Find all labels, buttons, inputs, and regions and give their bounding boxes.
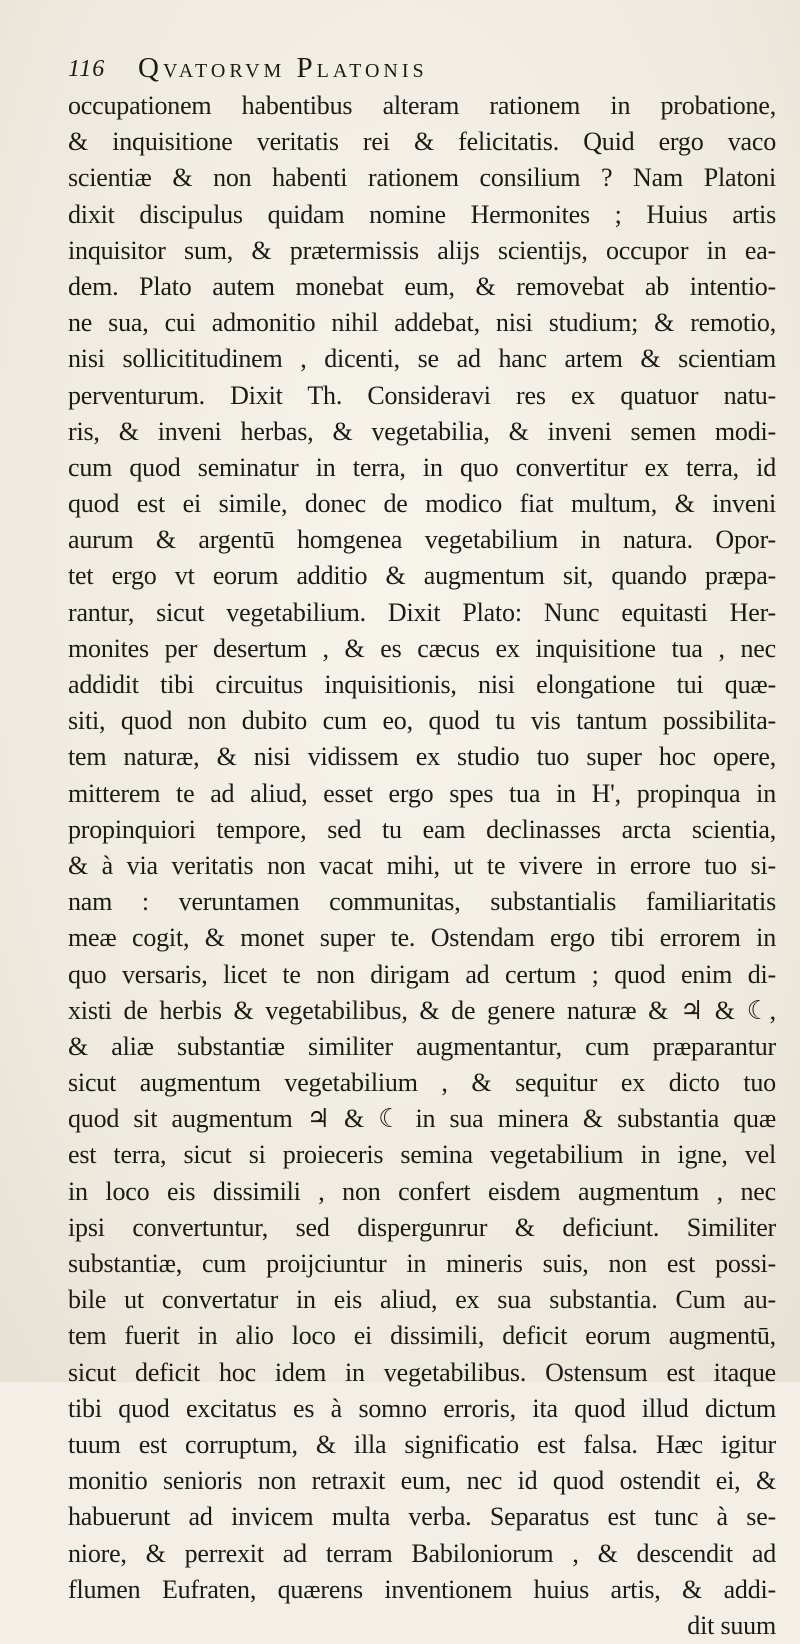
- text-line: in loco eis dissimili , non confert eisdem augmentum , nec: [68, 1176, 776, 1206]
- text-line: & à via veritatis non vacat mihi, ut te vivere in errore tuo si-: [68, 850, 776, 880]
- text-line: quo versaris, licet te non dirigam ad certum ; quod enim di-: [68, 959, 776, 989]
- text-line: monitio senioris non retraxit eum, nec id quod ostendit ei, &: [68, 1466, 776, 1496]
- text-line: bile ut convertatur in eis aliud, ex sua substantia. Cum au-: [68, 1285, 776, 1315]
- text-line: nisi sollicititudinem , dicenti, se ad hanc artem & scientiam: [68, 344, 776, 374]
- text-line: xisti de herbis & vegetabilibus, & de genere naturæ & ♃ & ☾,: [68, 995, 776, 1025]
- text-line: propinquiori tempore, sed tu eam declinasses arcta scientia,: [68, 814, 776, 844]
- body-text: [68, 88, 776, 1644]
- text-line: sicut augmentum vegetabilium , & sequitur ex dicto tuo: [68, 1068, 776, 1098]
- text-line: addidit tibi circuitus inquisitionis, nisi elongatione tui quæ-: [68, 670, 776, 699]
- text-line: scientiæ & non habenti rationem consilium ? Nam Platoni: [68, 163, 776, 193]
- text-line: siti, quod non dubito cum eo, quod tu vis tantum possibilita-: [68, 706, 776, 736]
- text-line: niore, & perrexit ad terram Babiloniorum , & descendit ad: [68, 1538, 776, 1568]
- text-line: & aliæ substantiæ similiter augmentantur, cum præparantur: [68, 1031, 776, 1061]
- text-line: ipsi convertuntur, sed dispergunrur & deficiunt. Similiter: [68, 1212, 776, 1242]
- text-line: flumen Eufraten, quærens inventionem huius artis, & addi-: [68, 1574, 776, 1604]
- text-line: meæ cogit, & monet super te. Ostendam ergo tibi errorem in: [68, 923, 776, 953]
- text-line: tem fuerit in alio loco ei dissimili, deficit eorum augmentū,: [68, 1321, 776, 1351]
- text-line: quod sit augmentum ♃ & ☾ in sua minera & substantia quæ: [68, 1104, 776, 1134]
- text-line: ne sua, cui admonitio nihil addebat, nisi studium; & remotio,: [68, 308, 776, 338]
- text-line: sicut deficit hoc idem in vegetabilibus. Ostensum est itaque: [68, 1357, 776, 1387]
- text-line: tet ergo vt eorum additio & augmentum sit, quando præpa-: [68, 561, 776, 591]
- running-title: Qvatorvm Platonis: [138, 52, 428, 84]
- text-line: & inquisitione veritatis rei & felicitatis. Quid ergo vaco: [68, 127, 776, 157]
- text-line: est terra, sicut si proieceris semina vegetabilium in igne, vel: [68, 1140, 776, 1170]
- catchword: dit suum: [687, 1610, 776, 1640]
- text-line: tem naturæ, & nisi vidissem ex studio tuo super hoc opere,: [68, 742, 776, 772]
- text-line: occupationem habentibus alteram rationem in probatione,: [68, 91, 776, 120]
- text-line: mitterem te ad aliud, esset ergo spes tua in H', propinqua in: [68, 778, 776, 808]
- text-line: aurum & argentū homgenea vegetabilium in natura. Opor-: [68, 525, 776, 555]
- text-line: perventurum. Dixit Th. Consideravi res ex quatuor natu-: [68, 380, 776, 410]
- text-line: substantiæ, cum proijciuntur in mineris suis, non est possi-: [68, 1249, 776, 1278]
- text-line: inquisitor sum, & prætermissis alijs scientijs, occupor in ea-: [68, 235, 776, 265]
- text-line: cum quod seminatur in terra, in quo convertitur ex terra, id: [68, 452, 776, 482]
- text-line: tibi quod excitatus es à somno erroris, ita quod illud dictum: [68, 1393, 776, 1423]
- page-number: 116: [68, 56, 106, 82]
- text-line: dem. Plato autem monebat eum, & removebat ab intentio-: [68, 271, 776, 301]
- text-line: habuerunt ad invicem multa verba. Separatus est tunc à se-: [68, 1502, 776, 1532]
- text-line: dixit discipulus quidam nomine Hermonites ; Huius artis: [68, 199, 776, 229]
- text-line: ris, & inveni herbas, & vegetabilia, & inveni semen modi-: [68, 416, 776, 446]
- text-line: rantur, sicut vegetabilium. Dixit Plato: Nunc equitasti Her-: [68, 597, 776, 627]
- page-header: [68, 52, 768, 92]
- text-line: nam : veruntamen communitas, substantialis familiaritatis: [68, 887, 776, 917]
- text-line: quod est ei simile, donec de modico fiat multum, & inveni: [68, 489, 776, 519]
- text-line: monites per desertum , & es cæcus ex inquisitione tua , nec: [68, 633, 776, 663]
- text-line: tuum est corruptum, & illa significatio est falsa. Hæc igitur: [68, 1429, 776, 1459]
